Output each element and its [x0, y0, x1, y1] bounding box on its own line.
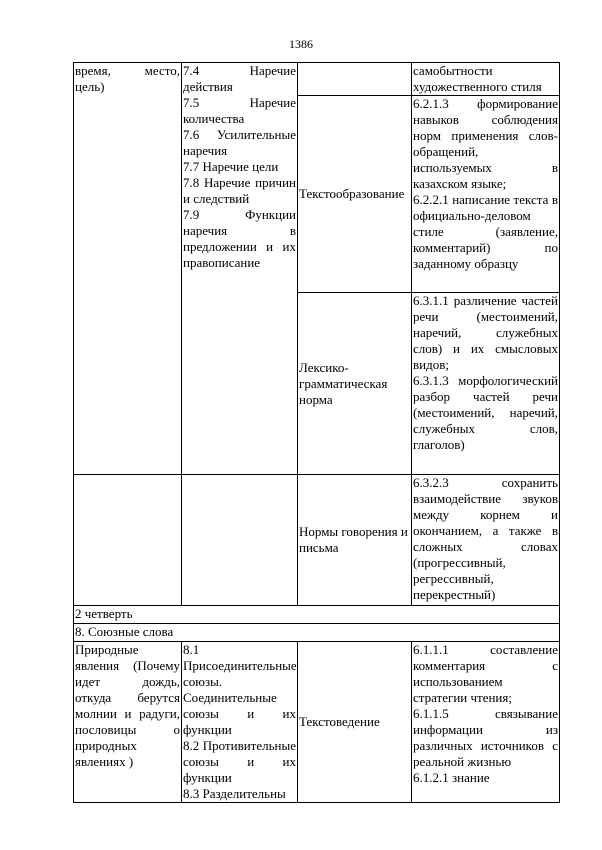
table-row [74, 475, 560, 606]
section-heading: 8. Союзные слова [74, 624, 560, 642]
theme-cell: время, место, цель) [74, 63, 182, 475]
section-cell: Текстообразование [298, 96, 412, 293]
objective-cell: 6.1.1.1 составление комментария с использованием стратегии чтения; 6.1.1.5 связывание информации из различных источников с реальной жизнью 6.1.2.1 знание [412, 642, 560, 803]
table-row [74, 642, 560, 803]
topic-cell [182, 475, 298, 606]
section-cell: Нормы говорения и письма [298, 475, 412, 606]
objective-cell: 6.3.1.1 различение частей речи (местоимений, наречий, служебных слов) и их смысловых видов; 6.3.1.3 морфологический разбор частей речи (местоимений, наречий, служебных слов, глаголов) [412, 293, 560, 475]
curriculum-table [73, 62, 560, 803]
table-row [74, 63, 560, 96]
table-row [74, 624, 560, 642]
objective-cell: 6.3.2.3 сохранить взаимодействие звуков между корнем и окончанием, а также в сложных словах (прогрессивный, регрессивный, перекрестный) [412, 475, 560, 606]
objective-cell: 6.2.1.3 формирование навыков соблюдения норм применения слов-обращений, используемых в казахском языке; 6.2.2.1 написание текста в официально-деловом стиле (заявление, комментарий) по заданному образцу [412, 96, 560, 293]
theme-cell: Природные явления (Почему идет дождь, откуда берутся молнии и радуги, пословицы о природных явлениях ) [74, 642, 182, 803]
table-row [74, 606, 560, 624]
section-cell: Лексико-грамматическая норма [298, 293, 412, 475]
theme-cell [74, 475, 182, 606]
section-cell [298, 63, 412, 96]
section-cell: Текстоведение [298, 642, 412, 803]
page-number: 1386 [289, 37, 313, 51]
quarter-label: 2 четверть [74, 606, 560, 624]
objective-cell: самобытности художественного стиля [412, 63, 560, 96]
topic-cell: 7.4 Наречие действия 7.5 Наречие количества 7.6 Усилительные наречия 7.7 Наречие цели 7.8 Наречие причин и следствий 7.9 Функции наречия в предложении и их правописание [182, 63, 298, 475]
topic-cell: 8.1 Присоединительные союзы. Соединительные союзы и их функции 8.2 Противительные союзы и их функции 8.3 Разделительны [183, 642, 297, 801]
